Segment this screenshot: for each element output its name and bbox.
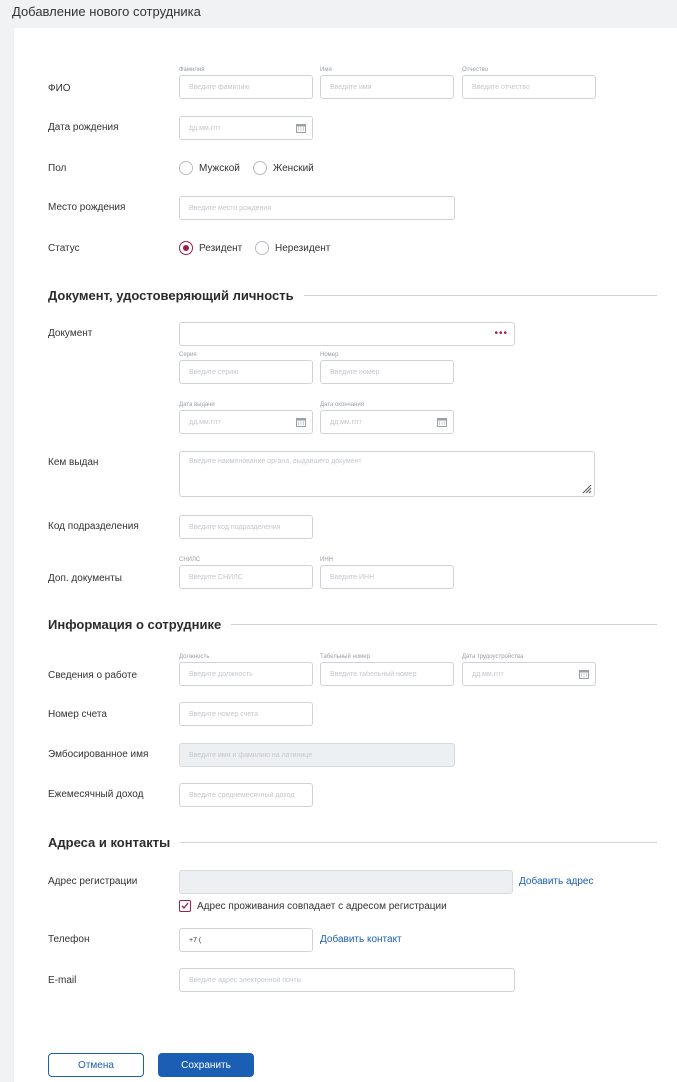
name-input[interactable] (320, 75, 454, 99)
inn-sublabel: ИНН (320, 557, 333, 563)
hire-date-input[interactable] (462, 662, 596, 686)
reg-address-input[interactable] (179, 870, 513, 894)
patronymic-sublabel: Отчество (462, 67, 489, 73)
division-code-input[interactable] (179, 515, 313, 539)
gender-female-option[interactable] (253, 161, 314, 175)
fio-label: ФИО (48, 83, 71, 94)
document-select[interactable] (179, 322, 515, 346)
tab-number-placeholder: Введите табельный номер (330, 670, 417, 678)
expiry-date-input[interactable] (320, 410, 454, 434)
add-address-link[interactable]: Добавить адрес (519, 876, 594, 887)
name-sublabel: Имя (320, 67, 332, 73)
issue-date-sublabel: Дата выдачи (179, 402, 215, 408)
contacts-section-title: Адреса и контакты (48, 835, 171, 850)
birthdate-placeholder: дд.мм.гггг (189, 124, 221, 132)
calendar-icon[interactable] (296, 417, 306, 427)
division-code-label: Код подразделения (48, 521, 139, 532)
issue-date-input[interactable] (179, 410, 313, 434)
inn-input[interactable] (320, 565, 454, 589)
radio-male[interactable] (179, 161, 193, 175)
birthplace-input[interactable] (179, 196, 455, 220)
status-label: Статус (48, 243, 80, 254)
series-sublabel: Серия (179, 352, 197, 358)
issued-by-placeholder: Введите наименование органа, выдавшего документ (189, 458, 362, 465)
patronymic-placeholder: Введите отчество (472, 83, 530, 91)
document-section-header (48, 288, 657, 303)
account-label: Номер счета (48, 709, 107, 720)
embossed-name-input[interactable] (179, 743, 455, 767)
expiry-date-sublabel: Дата окончания (320, 402, 365, 408)
status-resident-option[interactable] (179, 241, 242, 255)
account-input[interactable] (179, 702, 313, 726)
more-icon[interactable]: ••• (494, 328, 508, 339)
form-card (14, 28, 677, 1082)
section-divider (304, 295, 657, 296)
save-button[interactable]: Сохранить (158, 1053, 254, 1077)
hire-date-sublabel: Дата трудоустройства (462, 654, 524, 660)
income-input[interactable] (179, 783, 313, 807)
patronymic-input[interactable] (462, 75, 596, 99)
gender-male-label: Мужской (199, 162, 240, 174)
series-placeholder: Введите серию (189, 368, 239, 376)
issue-date-placeholder: дд.мм.гггг (189, 418, 221, 426)
birthdate-input[interactable] (179, 116, 313, 140)
phone-input[interactable] (179, 928, 313, 952)
employee-section-header (48, 617, 657, 632)
inn-placeholder: Введите ИНН (330, 573, 375, 581)
work-info-label: Сведения о работе (48, 670, 138, 681)
number-placeholder: Введите номер (330, 368, 380, 376)
status-nonresident-option[interactable] (255, 241, 330, 255)
expiry-date-placeholder: дд.мм.гггг (330, 418, 362, 426)
birthplace-placeholder: Введите место рождения (189, 204, 272, 212)
position-sublabel: Должность (179, 654, 210, 660)
check-icon (181, 902, 189, 910)
employee-section-title: Информация о сотруднике (48, 617, 222, 632)
snils-sublabel: СНИЛС (179, 557, 201, 563)
status-resident-label: Резидент (199, 242, 243, 254)
hire-date-placeholder: дд.мм.гггг (472, 670, 504, 678)
email-label: E-mail (48, 975, 77, 986)
add-contact-link[interactable]: Добавить контакт (320, 934, 402, 945)
cancel-button[interactable]: Отмена (48, 1053, 144, 1077)
embossed-name-label: Эмбосированное имя (48, 749, 149, 760)
email-placeholder: Введите адрес электронной почты (189, 976, 302, 984)
reg-address-label: Адрес регистрации (48, 876, 138, 887)
position-placeholder: Введите должность (189, 670, 253, 678)
surname-input[interactable] (179, 75, 313, 99)
status-nonresident-label: Нерезидент (275, 242, 331, 254)
calendar-icon[interactable] (437, 417, 447, 427)
series-input[interactable] (179, 360, 313, 384)
issued-by-textarea[interactable] (179, 451, 595, 497)
extra-docs-label: Доп. документы (48, 573, 122, 584)
income-label: Ежемесячный доход (48, 789, 144, 800)
document-section-title: Документ, удостоверяющий личность (48, 288, 294, 303)
number-input[interactable] (320, 360, 454, 384)
position-input[interactable] (179, 662, 313, 686)
section-divider (231, 624, 657, 625)
gender-male-option[interactable] (179, 161, 240, 175)
same-address-checkbox[interactable] (179, 900, 191, 912)
phone-label: Телефон (48, 934, 90, 945)
phone-value: +7 ( (189, 936, 202, 944)
radio-nonresident[interactable] (255, 241, 269, 255)
number-sublabel: Номер (320, 352, 339, 358)
embossed-name-placeholder: Введите имя и фамилию на латинице (189, 751, 313, 759)
gender-label: Пол (48, 163, 67, 174)
contacts-section-header (48, 835, 657, 850)
snils-input[interactable] (179, 565, 313, 589)
issued-by-label: Кем выдан (48, 457, 99, 468)
email-input[interactable] (179, 968, 515, 992)
section-divider (180, 842, 657, 843)
division-code-placeholder: Введите код подразделения (189, 523, 281, 531)
radio-female[interactable] (253, 161, 267, 175)
surname-sublabel: Фамилия (179, 67, 205, 73)
name-placeholder: Введите имя (330, 83, 372, 91)
birthplace-label: Место рождения (48, 202, 126, 213)
account-placeholder: Введите номер счета (189, 710, 259, 718)
surname-placeholder: Введите фамилию (189, 83, 250, 91)
document-label: Документ (48, 328, 93, 339)
page-title: Добавление нового сотрудника (12, 4, 201, 19)
calendar-icon[interactable] (579, 669, 589, 679)
income-placeholder: Введите среднемесячный доход (189, 791, 295, 799)
tab-number-sublabel: Табельный номер (320, 654, 370, 660)
calendar-icon[interactable] (296, 123, 306, 133)
birthdate-label: Дата рождения (48, 122, 119, 133)
tab-number-input[interactable] (320, 662, 454, 686)
snils-placeholder: Введите СНИЛС (189, 573, 243, 581)
resize-handle-icon[interactable] (580, 482, 592, 494)
gender-female-label: Женский (273, 162, 314, 174)
radio-resident-selected[interactable] (179, 241, 193, 255)
same-address-label: Адрес проживания совпадает с адресом регистрации (197, 901, 447, 912)
